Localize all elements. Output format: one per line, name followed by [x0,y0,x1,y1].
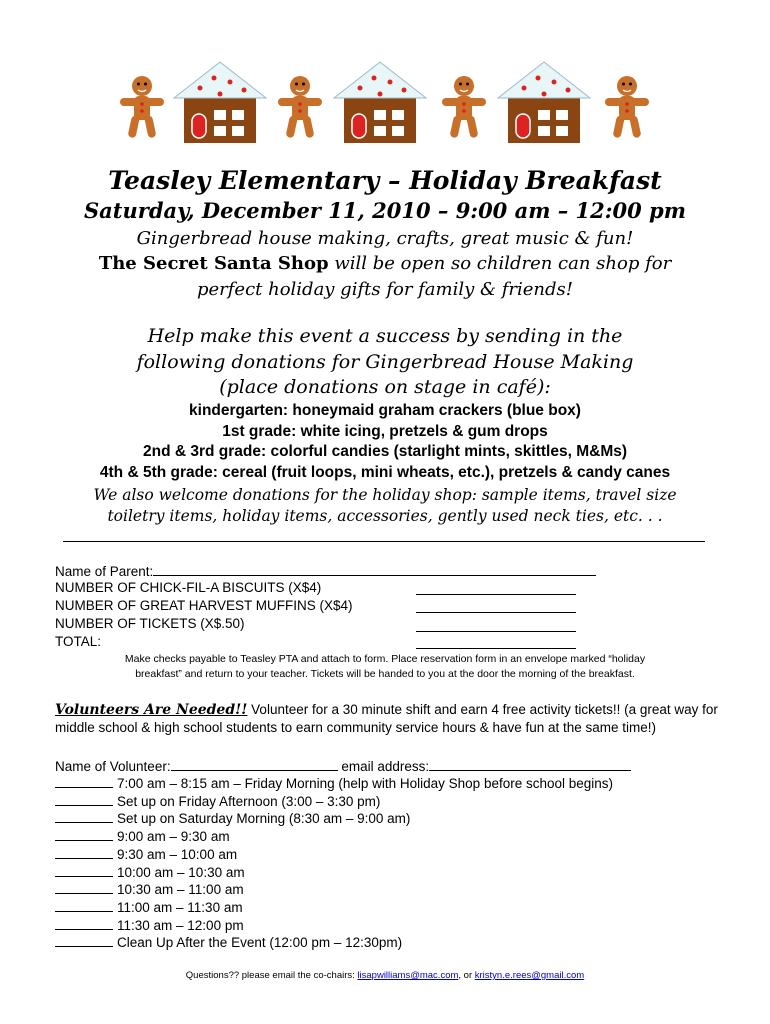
shift-row [55,934,402,950]
intro-line-1: Gingerbread house making, crafts, great music & fun! [136,228,634,249]
total-field[interactable] [416,648,576,649]
shift-checkbox[interactable] [55,810,113,823]
biscuits-field[interactable] [416,594,576,595]
intro-line-2: The Secret Santa Shop will be open so children can shop for [98,253,672,274]
shift-row [55,917,244,933]
welcome-line-1: We also welcome donations for the holiday shop: sample items, travel size [93,486,677,504]
shift-checkbox[interactable] [55,881,113,894]
shift-checkbox[interactable] [55,934,113,947]
gingerbread-house-icon [334,62,426,144]
volunteer-name-row [55,758,631,774]
help-line-1: Help make this event a success by sending in the [147,325,623,347]
gingerbread-man-icon [278,76,322,138]
secret-santa-shop: The Secret Santa Shop [98,253,329,274]
tickets-field[interactable] [416,631,576,632]
volunteer-name-label: Name of Volunteer: [55,759,171,774]
volunteers-heading: Volunteers Are Needed!! [55,702,248,718]
shift-label: Set up on Friday Afternoon (3:00 – 3:30 pm) [117,794,381,809]
gingerbread-house-icon [174,62,266,144]
shift-checkbox[interactable] [55,864,113,877]
muffins-label: NUMBER OF GREAT HARVEST MUFFINS (X$4) [55,598,353,613]
welcome-line-2: toiletry items, holiday items, accessories, gently used neck ties, etc. . . [107,507,663,525]
shift-row [55,810,410,826]
shift-label: 7:00 am – 8:15 am – Friday Morning (help with Holiday Shop before school begins) [117,776,614,791]
shift-label: Set up on Saturday Morning (8:30 am – 9:00 am) [117,811,411,826]
payment-note-2: breakfast” and return to your teacher. Tickets will be handed to you at the door the morning of the breakfast. [135,668,635,680]
shift-checkbox[interactable] [55,793,113,806]
divider [63,541,705,542]
email-link-kristyn[interactable]: kristyn.e.rees@gmail.com [474,970,585,981]
shift-label: 11:30 am – 12:00 pm [117,918,244,933]
gingerbread-house-icon [498,62,590,144]
event-title: Teasley Elementary – Holiday Breakfast [108,166,662,195]
shift-checkbox[interactable] [55,828,113,841]
shift-label: 10:00 am – 10:30 am [117,865,245,880]
shift-label: 9:30 am – 10:00 am [117,847,238,862]
biscuits-label: NUMBER OF CHICK-FIL-A BISCUITS (X$4) [55,580,322,595]
shift-row [55,899,243,915]
volunteer-paragraph [55,701,720,737]
help-line-3: (place donations on stage in café): [219,376,551,398]
gingerbread-banner [112,52,657,152]
grade-1st: 1st grade: white icing, pretzels & gum drops [222,423,548,440]
payment-note-1: Make checks payable to Teasley PTA and attach to form. Place reservation form in an envelope marked “holiday [124,653,646,665]
parent-name-field[interactable] [153,563,596,576]
total-label: TOTAL: [55,634,102,649]
shift-checkbox[interactable] [55,846,113,859]
grade-2nd-3rd: 2nd & 3rd grade: colorful candies (starlight mints, skittles, M&Ms) [142,443,628,460]
shift-row [55,881,244,897]
email-link-lisa[interactable]: lisapwilliams@mac.com [357,970,459,981]
gingerbread-man-icon [442,76,486,138]
help-line-2: following donations for Gingerbread House Making [136,351,634,373]
shift-checkbox[interactable] [55,775,113,788]
shift-checkbox[interactable] [55,899,113,912]
volunteer-email-field[interactable] [429,758,631,771]
shift-row [55,775,613,791]
shift-label: 11:00 am – 11:30 am [117,900,243,915]
grade-kindergarten: kindergarten: honeymaid graham crackers (blue box) [189,402,581,419]
gingerbread-man-icon [605,76,649,138]
shift-label: 10:30 am – 11:00 am [117,882,244,897]
volunteer-name-field[interactable] [171,758,338,771]
shift-row [55,864,245,880]
shift-label: 9:00 am – 9:30 am [117,829,230,844]
parent-name-row [55,563,596,579]
shift-row [55,793,380,809]
shift-label: Clean Up After the Event (12:00 pm – 12:30pm) [117,935,403,950]
muffins-field[interactable] [416,612,576,613]
gingerbread-man-icon [120,76,164,138]
footer-text: Questions?? please email the co-chairs: [185,970,358,981]
event-date: Saturday, December 11, 2010 – 9:00 am – 12:00 pm [84,198,686,223]
volunteer-email-label: email address: [341,759,430,774]
footer: Questions?? please email the co-chairs: lisapwilliams@mac.com, or kristyn.e.rees@gmail.com [185,970,585,981]
volunteers-text: Volunteer for a 30 minute shift and earn 4 free activity tickets!! (a great way for middle school & high school students to earn community service hours & have fun at the same time!) [55,702,718,735]
shift-row [55,846,237,862]
grade-4th-5th: 4th & 5th grade: cereal (fruit loops, mini wheats, etc.), pretzels & candy canes [99,464,671,481]
shift-checkbox[interactable] [55,917,113,930]
intro-line-3: perfect holiday gifts for family & friends! [196,279,574,300]
tickets-label: NUMBER OF TICKETS (X$.50) [55,616,245,631]
parent-name-label: Name of Parent: [55,564,154,579]
shift-row [55,828,230,844]
